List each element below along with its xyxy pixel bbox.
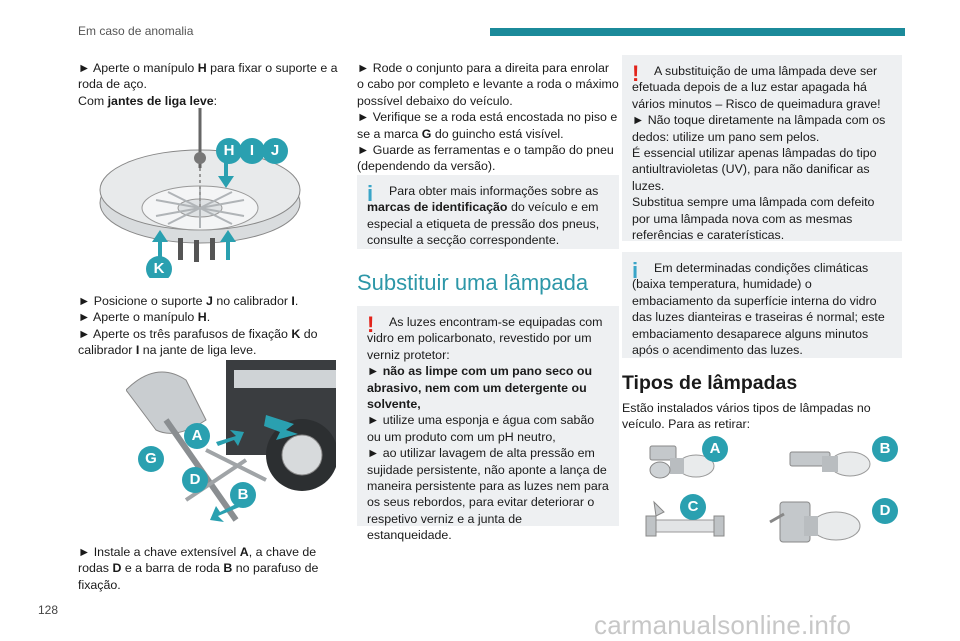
warning-note-polycarbonate [357, 306, 619, 543]
page-number: 128 [38, 603, 59, 617]
warning-note-text: As luzes encontram-se equipadas com vidro em policarbonato, revestido por um verniz protetor: ► não as limpe com um pano seco ou abrasivo, nem com um detergente ou solvente, ► utilize uma esponja e água com sabão ou um produto com um pH neutro, ► ao utilizar lavagem de alta pressão em sujidade persistente, não aponte a lança de maneira persistente para as luzes nem para os seus rebordos, para evitar deteriorar o respetivo verniz e a junta de estanqueidade. [367, 315, 609, 543]
bulb-B [790, 452, 870, 476]
section-title: Em caso de anomalia [78, 24, 194, 38]
col1-paragraph-1: ► Aperte o manípulo H para fixar o suporte e a roda de aço. Com jantes de liga leve: [78, 61, 338, 108]
info-note-text: Para obter mais informações sobre as marcas de identificação do veículo e em especial a etiqueta de pressão dos pneus, consulte a secção correspondente. [367, 184, 600, 248]
heading-tipos-lampadas: Tipos de lâmpadas [622, 372, 798, 394]
bulb-D [770, 502, 860, 542]
warning-exclamation-icon: ! [367, 312, 375, 337]
bulb-types-intro: Estão instalados vários tipos de lâmpadas no veículo. Para as retirar: [622, 401, 871, 432]
info-note-identification [357, 175, 619, 249]
bulb-label-A: A [702, 436, 728, 462]
figure-wheel-support [96, 108, 304, 278]
bulb-label-C: C [680, 494, 706, 520]
wheel-support-illustration [96, 108, 304, 278]
info-note-condensation [622, 252, 902, 358]
tools-illustration [126, 360, 336, 530]
info-condensation-text: Em determinadas condições climáticas (baixa temperatura, humidade) o embaciamento da superfície interna do vidro das luzes dianteiras e traseiras é normal; este embaciamento desaparece alguns minutos após o acendimento das luzes. [632, 261, 885, 358]
figure-tools-installation [126, 360, 336, 530]
warning-note-burn [622, 55, 902, 241]
label-I: I [239, 138, 265, 164]
label-J: J [262, 138, 288, 164]
bulb-types-illustration [640, 432, 900, 562]
header-accent-bar [490, 28, 905, 36]
bulb-label-B: B [872, 436, 898, 462]
watermark: carmanualsonline.info [594, 610, 852, 640]
label-A: A [184, 423, 210, 449]
warning-exclamation-icon: ! [632, 61, 640, 86]
info-icon: i [632, 258, 639, 283]
label-B: B [230, 482, 256, 508]
figure-bulb-types [640, 432, 900, 562]
label-H: H [216, 138, 242, 164]
label-K: K [146, 256, 172, 278]
bulb-label-D: D [872, 498, 898, 524]
heading-substituir-lampada: Substituir uma lâmpada [357, 270, 589, 295]
warning-burn-text: A substituição de uma lâmpada deve ser efetuada depois de a luz estar apagada há vários minutos – Risco de queimadura grave! ► Não toque diretamente na lâmpada com os dedos: utilize um pano sem pelos. É essencial utilizar apenas lâmpadas do tipo antiultravioletas (UV), para não danificar as luzes. Substitua sempre uma lâmpada com defeito por uma lâmpada nova com as mesmas referências e caraterísticas. [632, 64, 886, 243]
label-G: G [138, 446, 164, 472]
label-D: D [182, 467, 208, 493]
col1-paragraph-3: ► Instale a chave extensível A, a chave de rodas D e a barra de roda B no parafuso de fixação. [78, 545, 319, 592]
col1-paragraph-2: ► Posicione o suporte J no calibrador I. ► Aperte o manípulo H. ► Aperte os três parafusos de fixação K do calibrador I na jante de liga leve. [78, 294, 318, 358]
col2-paragraph-1: ► Rode o conjunto para a direita para enrolar o cabo por completo e levante a roda o máximo possível debaixo do veículo. ► Verifique se a roda está encostada no piso e se a marca G do guincho está visível. ► Guarde as ferramentas e o tampão do pneu (dependendo da versão). [357, 61, 619, 174]
info-icon: i [367, 181, 374, 206]
